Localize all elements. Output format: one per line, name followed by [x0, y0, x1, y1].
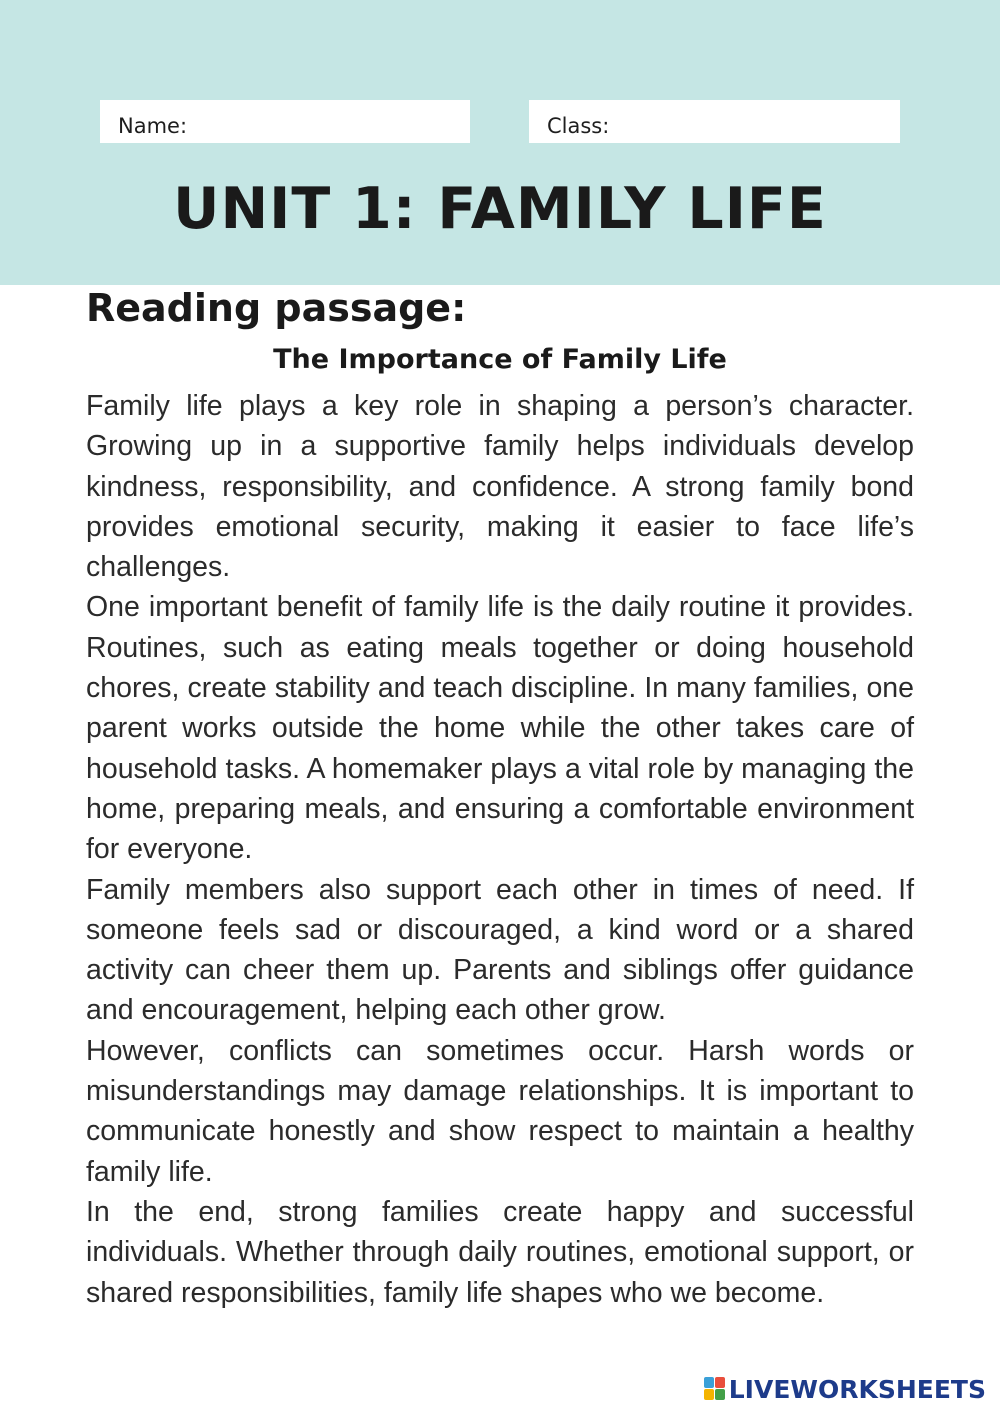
passage-paragraph: In the end, strong families create happy and successful individuals. Whether through daily routines, emotional support, or shared responsibilities, family life shapes who we become.: [86, 1195, 914, 1309]
name-label: Name:: [118, 114, 188, 138]
passage-paragraph: One important benefit of family life is the daily routine it provides. Routines, such as eating meals together or doing household chores, create stability and teach discipline. In many families, one parent works outside the home while the other takes care of household tasks. A homemaker plays a vital role by managing the home, preparing meals, and ensuring a comfortable environment for everyone.: [86, 591, 914, 866]
section-heading: Reading passage:: [86, 286, 467, 330]
passage-paragraph: However, conflicts can sometimes occur. Harsh words or misunderstandings may damage relationships. It is important to communicate honestly and show respect to maintain a healthy family life.: [86, 1034, 914, 1188]
unit-title: UNIT 1: FAMILY LIFE: [173, 176, 827, 242]
reading-passage: [86, 386, 914, 1313]
passage-paragraph: Family members also support each other in times of need. If someone feels sad or discouraged, a kind word or a shared activity can cheer them up. Parents and siblings offer guidance and encouragement, helping each other grow.: [86, 873, 914, 1027]
name-field[interactable]: [100, 100, 470, 143]
class-field[interactable]: [529, 100, 900, 143]
passage-title: The Importance of Family Life: [273, 344, 727, 375]
liveworksheets-wordmark: LIVEWORKSHEETS: [728, 1374, 986, 1404]
liveworksheets-brand: [704, 1374, 986, 1404]
class-label: Class:: [547, 114, 610, 138]
passage-paragraph: Family life plays a key role in shaping a person’s character. Growing up in a supportive family helps individuals develop kindness, responsibility, and confidence. A strong family bond provides emotional security, making it easier to face life’s challenges.: [86, 390, 914, 584]
liveworksheets-logo-icon: [704, 1377, 726, 1401]
